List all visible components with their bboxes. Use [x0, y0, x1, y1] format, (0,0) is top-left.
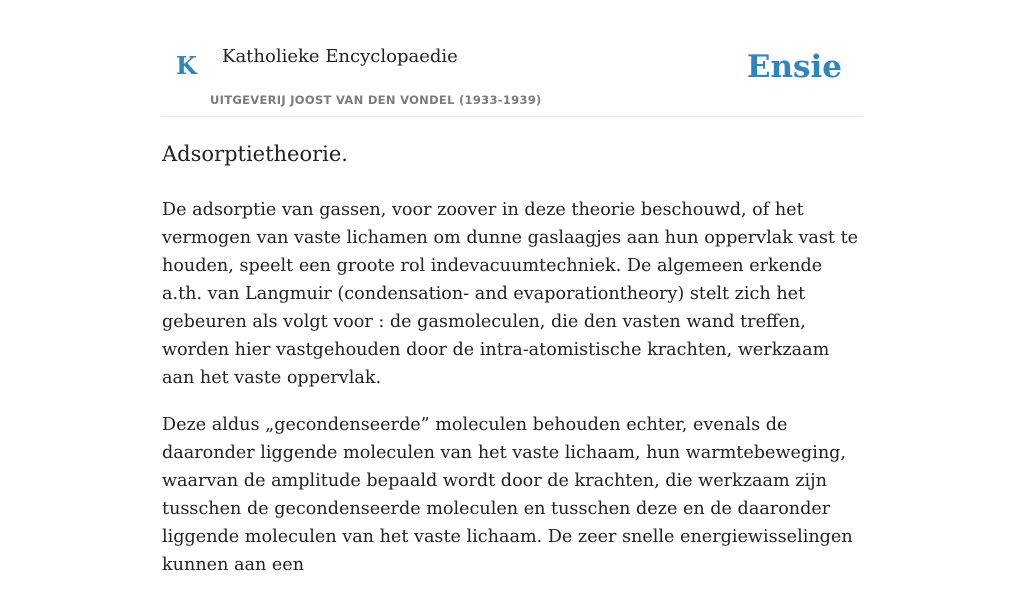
publisher-label: UITGEVERIJ JOOST VAN DEN VONDEL (1933-1939)	[210, 93, 542, 107]
brand-logo[interactable]: Ensie	[746, 49, 842, 85]
article	[162, 138, 862, 598]
article-paragraph: Deze aldus „gecondenseerde” moleculen behouden echter, evenals de daaronder liggende moleculen van het vaste lichaam, hun warmtebeweging, waarvan de amplitude bepaald wordt door de krachten, die werkzaam zijn tusschen de gecondenseerde moleculen en tusschen deze en de daaronder liggende moleculen van het vaste lichaam. De zeer snelle energiewisselingen kunnen aan een	[162, 415, 853, 575]
article-title: Adsorptietheorie.	[162, 142, 348, 166]
logo-icon[interactable]: K	[176, 51, 197, 80]
article-paragraph: De adsorptie van gassen, voor zoover in deze theorie beschouwd, of het vermogen van vaste lichamen om dunne gaslaagjes aan hun oppervlak vast te houden, speelt een groote rol indevacuumtechniek. De algemeen erkende a.th. van Langmuir (condensation- and evaporationtheory) stelt zich het gebeuren als volgt voor : de gasmoleculen, die den vasten wand treffen, worden hier vastgehouden door de intra-atomistische krachten, werkzaam aan het vaste oppervlak.	[162, 200, 859, 388]
site-header	[162, 0, 862, 117]
site-title[interactable]: Katholieke Encyclopaedie	[222, 46, 458, 67]
